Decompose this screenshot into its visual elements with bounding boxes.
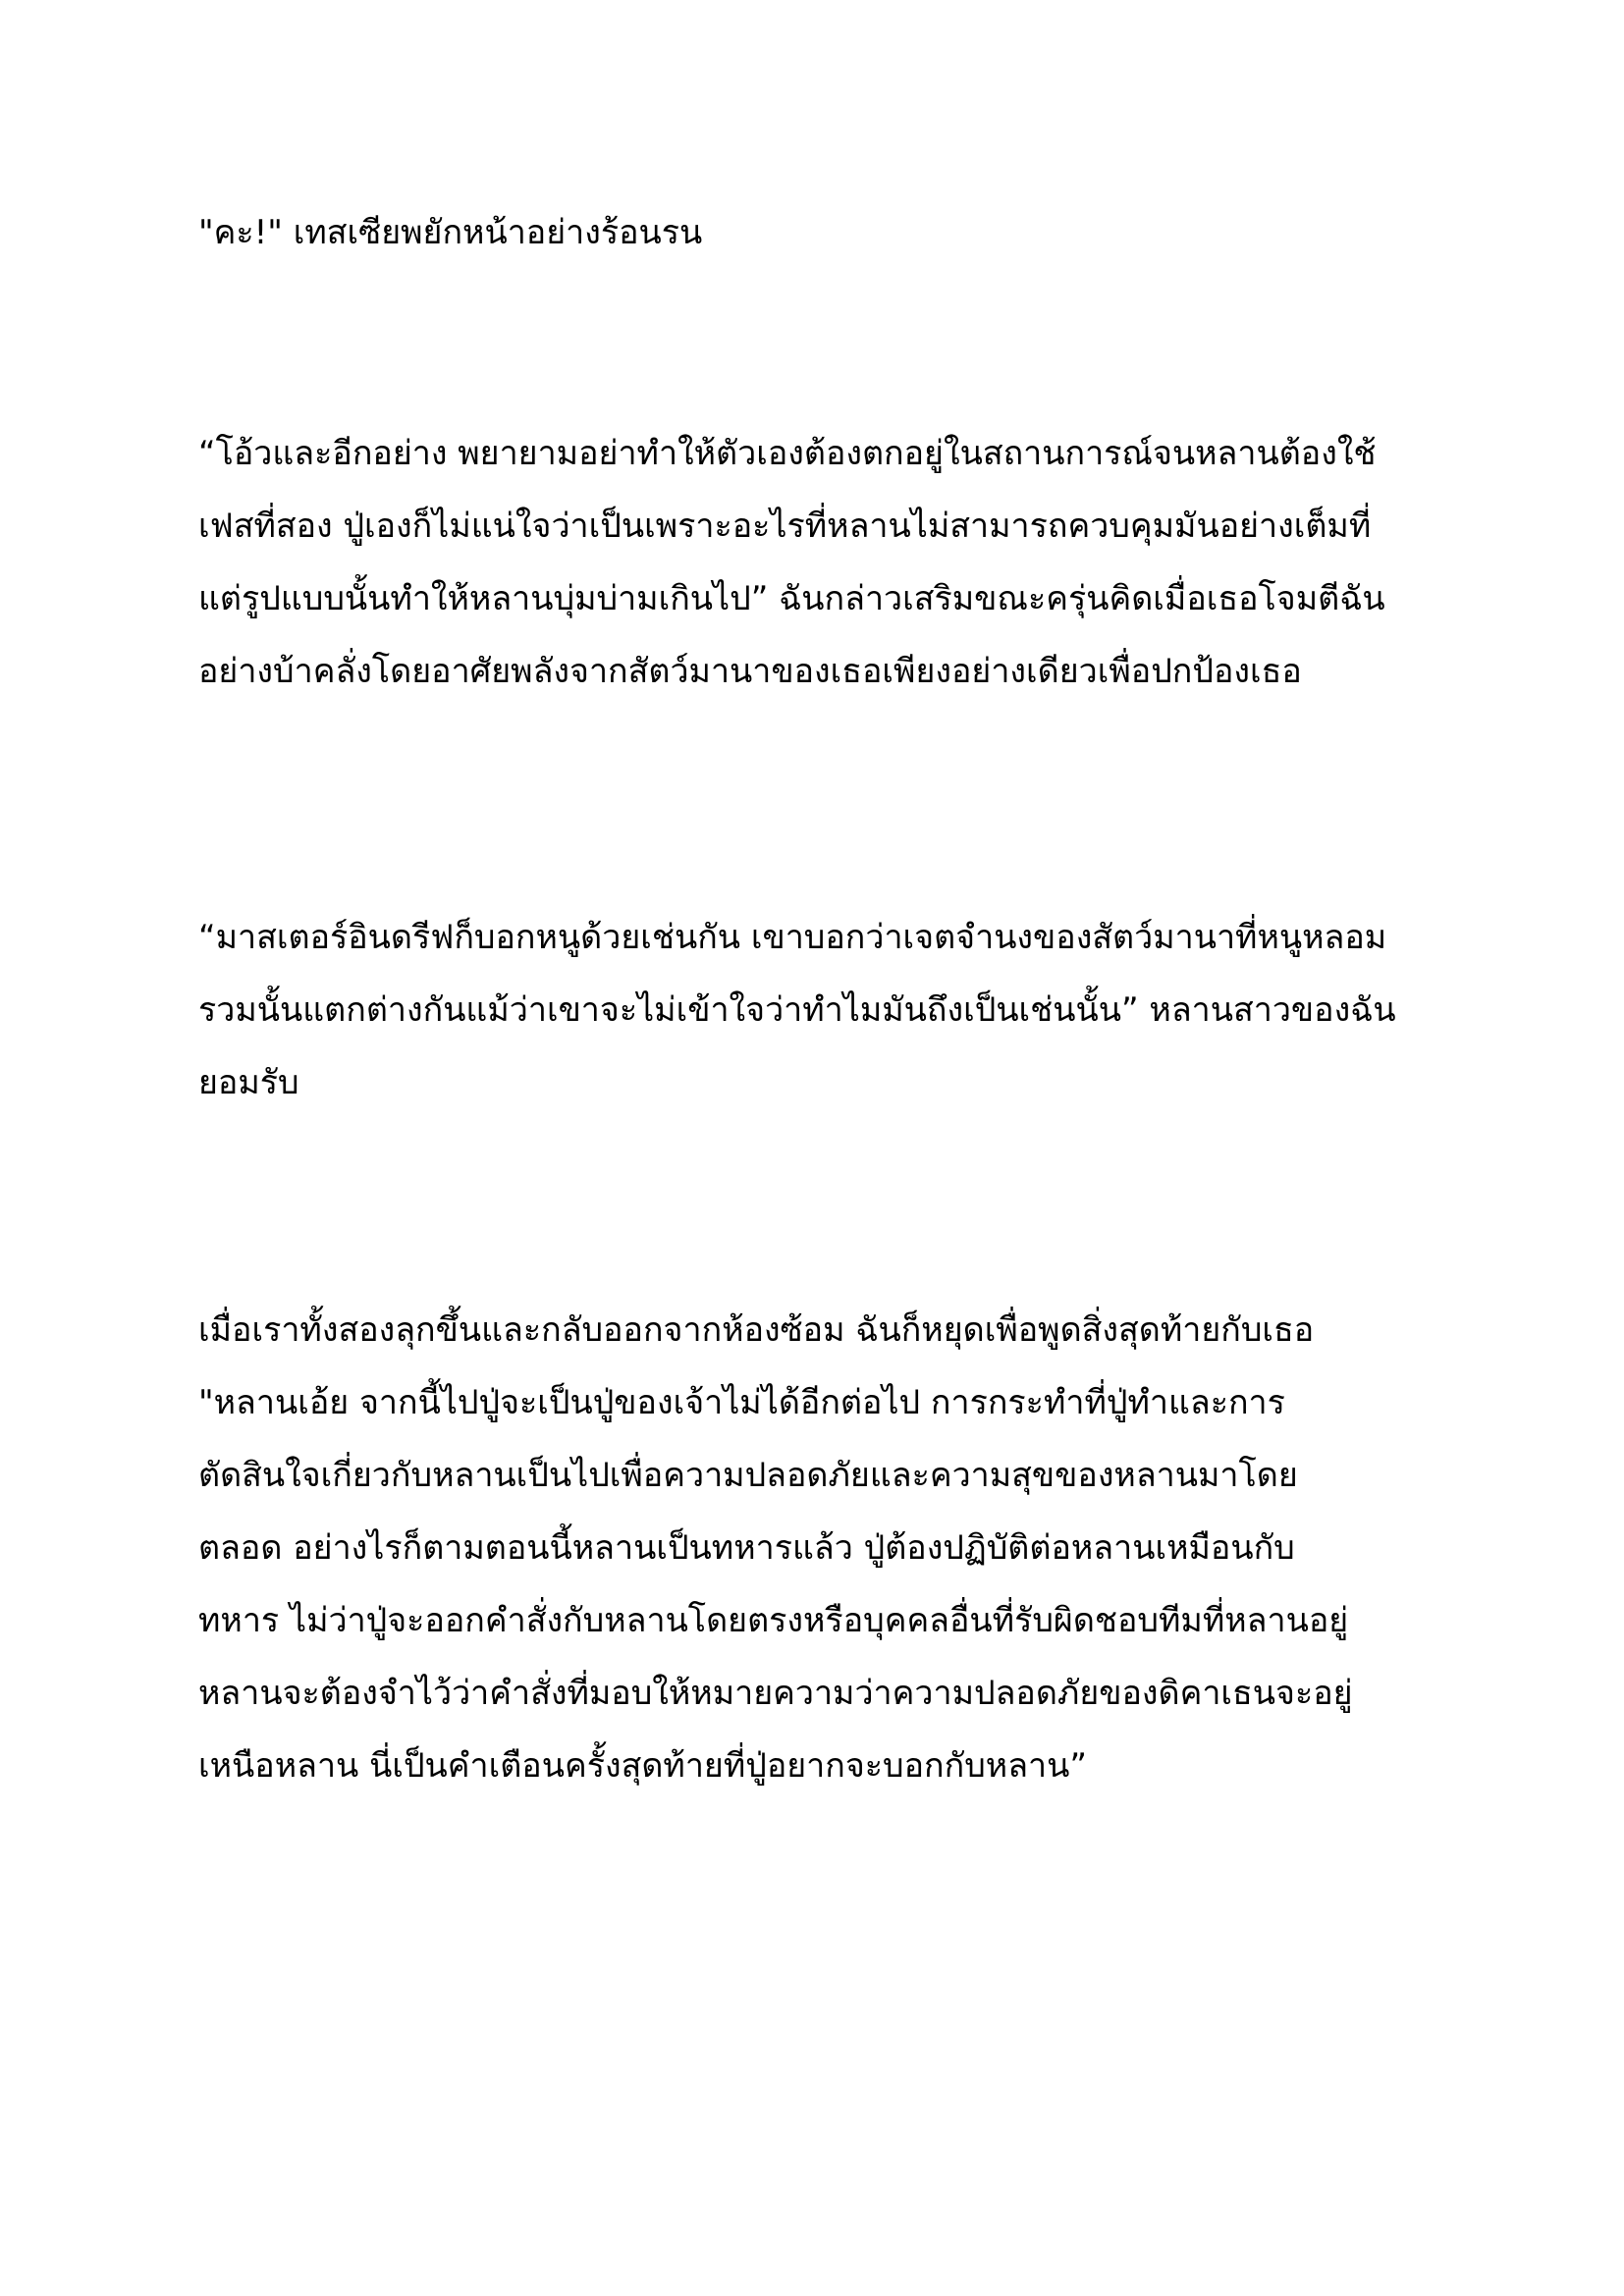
paragraph-2 [198, 417, 1475, 708]
text-line: ตัดสินใจเกี่ยวกับหลานเป็นไปเพื่อความปลอดภัยและความสุขของหลานมาโดย [198, 1456, 1298, 1495]
text-line: ทหาร ไม่ว่าปู่จะออกคำสั่งกับหลานโดยตรงหรือบุคคลอื่นที่รับผิดชอบทีมที่หลานอยู่ [198, 1601, 1349, 1640]
text-line: เหนือหลาน นี่เป็นคำเตือนครั้งสุดท้ายที่ปู่อยากจะบอกกับหลาน” [198, 1746, 1087, 1786]
text-line: เมื่อเราทั้งสองลุกขึ้นและกลับออกจากห้องซ้อม ฉันก็หยุดเพื่อพูดสิ่งสุดท้ายกับเธอ [198, 1310, 1315, 1350]
paragraph-3 [198, 901, 1475, 1119]
text-line: ตลอด อย่างไรก็ตามตอนนี้หลานเป็นทหารแล้ว ปู่ต้องปฏิบัติต่อหลานเหมือนกับ [198, 1528, 1295, 1568]
text-line: “มาสเตอร์อินดรีฟก็บอกหนูด้วยเช่นกัน เขาบอกว่าเจตจำนงของสัตว์มานาที่หนูหลอม [198, 918, 1387, 957]
text-line: "หลานเอ้ย จากนี้ไปปู่จะเป็นปู่ของเจ้าไม่ได้อีกต่อไป การกระทำที่ปู่ทำและการ [198, 1383, 1285, 1422]
text-line: เฟสที่สอง ปู่เองก็ไม่แน่ใจว่าเป็นเพราะอะไรที่หลานไม่สามารถควบคุมมันอย่างเต็มที่ [198, 507, 1372, 546]
text-line: อย่างบ้าคลั่งโดยอาศัยพลังจากสัตว์มานาของเธอเพียงอย่างเดียวเพื่อปกป้องเธอ [198, 652, 1302, 691]
text-line: รวมนั้นแตกต่างกันแม้ว่าเขาจะไม่เข้าใจว่าทำไมมันถึงเป็นเช่นนั้น” หลานสาวของฉัน [198, 990, 1396, 1030]
text-line: ยอมรับ [198, 1063, 299, 1102]
paragraph-1 [198, 196, 1475, 269]
paragraph-4 [198, 1294, 1475, 1802]
text-line: หลานจะต้องจำไว้ว่าคำสั่งที่มอบให้หมายความว่าความปลอดภัยของดิคาเธนจะอยู่ [198, 1674, 1353, 1713]
text-line: "คะ!" เทสเซียพยักหน้าอย่างร้อนรน [198, 213, 703, 252]
text-line: “โอ้วและอีกอย่าง พยายามอย่าทำให้ตัวเองต้องตกอยู่ในสถานการณ์จนหลานต้องใช้ [198, 434, 1377, 473]
text-line: แต่รูปแบบนั้นทำให้หลานบุ่มบ่ามเกินไป” ฉันกล่าวเสริมขณะครุ่นคิดเมื่อเธอโจมตีฉัน [198, 579, 1385, 618]
